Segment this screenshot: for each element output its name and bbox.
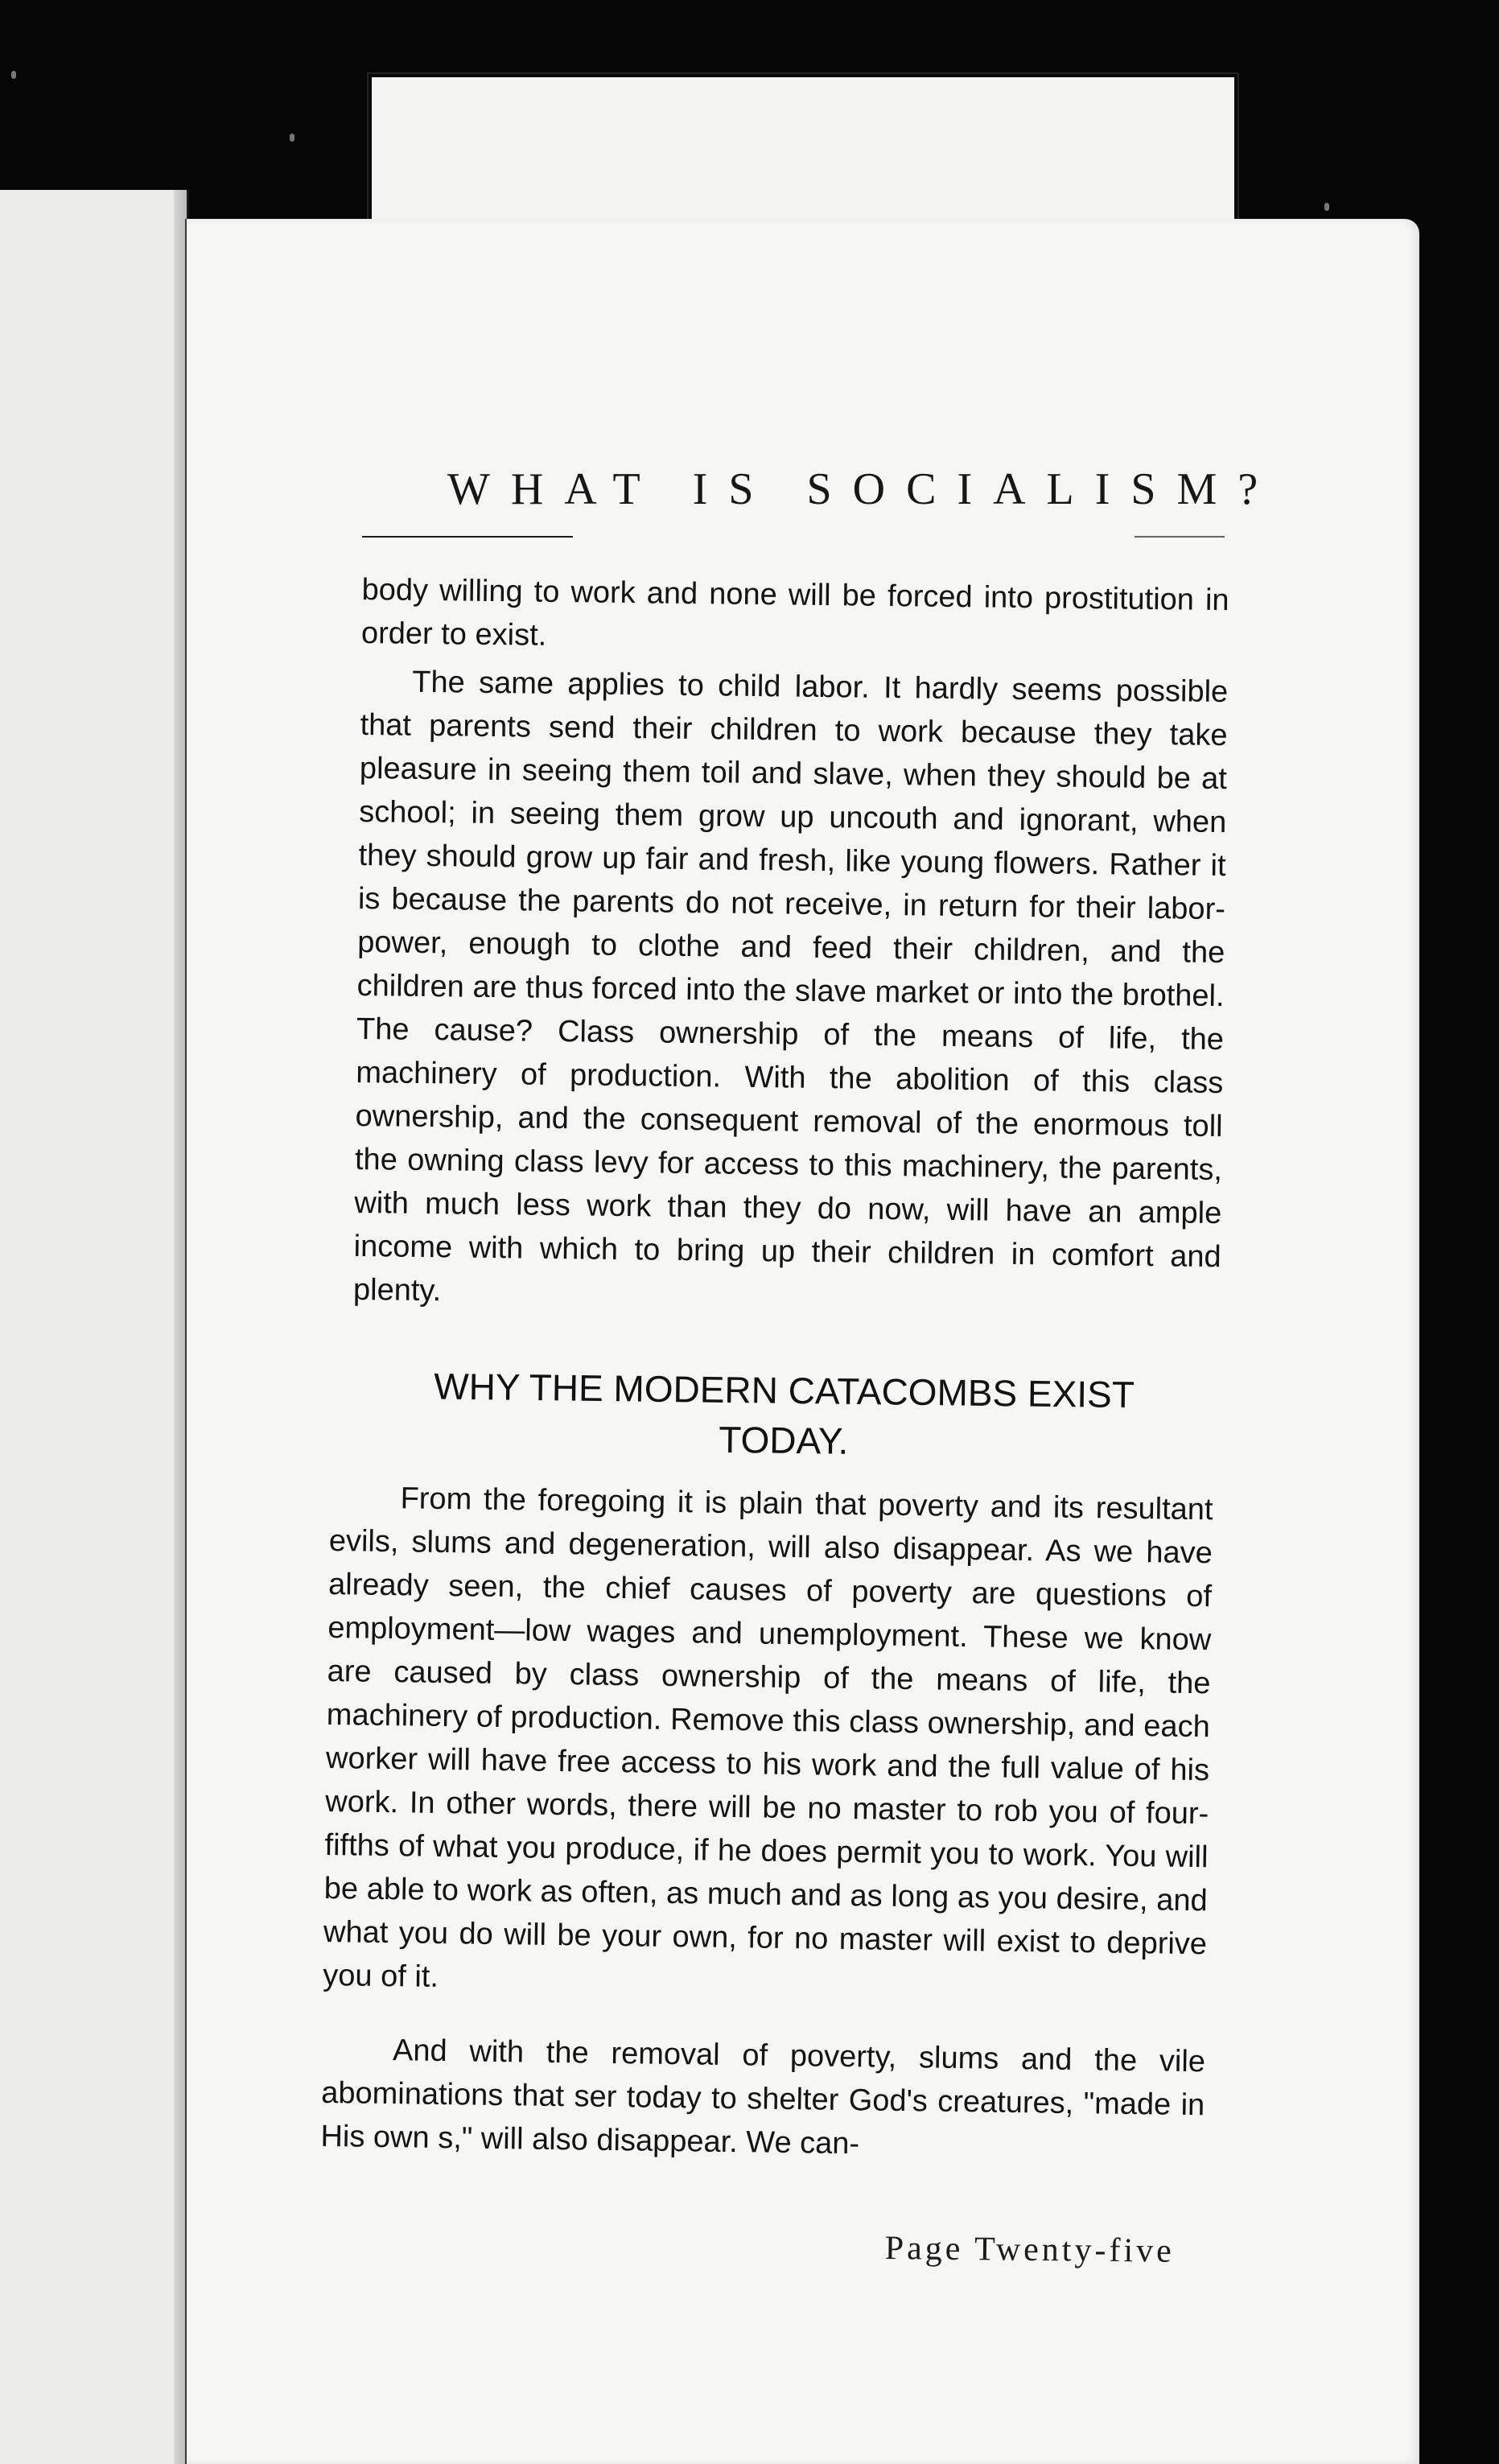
facing-page-edge xyxy=(0,190,189,2464)
body-text-bottom xyxy=(320,1476,1213,2170)
head-rule-right xyxy=(1135,536,1225,538)
dust-speck xyxy=(290,134,294,142)
section-heading-line: WHY THE MODERN CATACOMBS EXIST xyxy=(433,1365,1135,1416)
paragraph: body willing to work and none will be forced into prostitution in order to exist. xyxy=(360,572,1229,653)
paragraph: From the foregoing it is plain that poverty and its resultant evils, slums and degeneration, will also disappear. As we have already seen, the chief causes of poverty are questions of employment—low wages and unemployment. These we know are caused by class ownership of the means of life, the machinery of production. Remove this class ownership, and each worker will have free access to his work and the full value of his work. In other words, there will be no master to rob you of four-fifths of what you produce, if he does permit you to work. You will be able to work as often, as much and as long as you desire, and what you do will be your own, for no master will exist to deprive you of it. xyxy=(323,1481,1213,1994)
paragraph: And with the removal of poverty, slums and the vile abominations that ser today to shelter God's creatures, "made in His own s," will also disappear. We can- xyxy=(320,2033,1206,2161)
paragraph: The same applies to child labor. It hardly seems possible that parents send their children to work because they take pleasure in seeing them toil and slave, when they should be at school; in seeing them grow up uncouth and ignorant, when they should grow up fair and fresh, like young flowers. Rather it is because the parents do not receive, in return for their labor-power, enough to clothe and feed their children, and the children are thus forced into the slave market or into the brothel. The cause? Class ownership of the means of life, the machinery of production. With the abolition of this class ownership, and the consequent removal of the enormous toll the owning class levy for access to this machinery, the parents, with much less work than they do now, will have an ample income with which to bring up their children in comfort and plenty. xyxy=(352,665,1229,1308)
dust-speck xyxy=(1324,203,1329,211)
page-number: Page Twenty-five xyxy=(884,2230,1176,2270)
body-text-top xyxy=(353,568,1229,1322)
paper-scrap xyxy=(369,74,1237,233)
head-rule-left xyxy=(362,536,573,538)
section-heading xyxy=(336,1360,1230,1471)
section-heading-line: TODAY. xyxy=(718,1418,849,1462)
dust-speck xyxy=(11,71,16,79)
running-head: WHAT IS SOCIALISM? xyxy=(447,464,1279,514)
